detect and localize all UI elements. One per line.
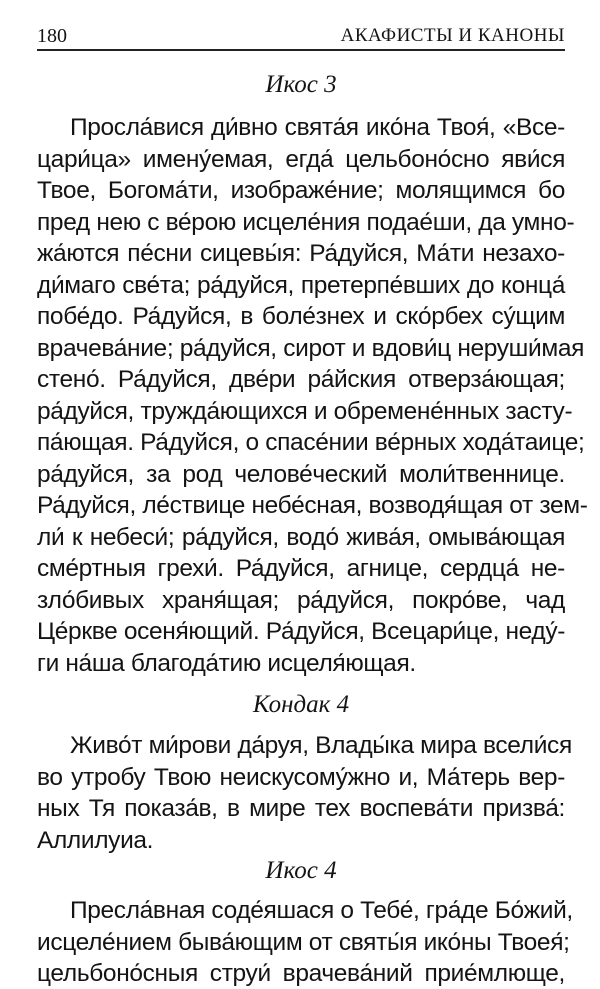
heading-ikos-3: Икос 3 (265, 71, 337, 98)
running-head (37, 24, 565, 48)
text-line: ли́ к небеси́; ра́дуйся, водо́ жива́я, омыва́ющая (37, 523, 565, 551)
text-line: ди́маго све́та; ра́дуйся, претерпе́вших до конца́ (37, 271, 565, 299)
text-line: ра́дуйся, за род челове́ческий моли́твеннице. (37, 460, 565, 488)
text-line: Твое, Богома́ти, изображе́ние; молящимся бо (37, 177, 565, 204)
text-line: стено́. Ра́дуйся, две́ри ра́йския отверза́ющая; (37, 366, 565, 393)
text-line: Живо́т ми́рови да́руя, Влады́ка мира всели́ся (70, 732, 572, 759)
text-line: ных Тя показа́в, в мире тех воспева́ти призва́: (37, 795, 565, 822)
header-rule (37, 49, 565, 51)
text-line: цельбоно́сныя струи́ врачева́ний прие́млюще, (37, 960, 565, 987)
text-line: ра́дуйся, тружда́ющихся и обремене́нных засту- (37, 397, 573, 425)
text-line: Пресла́вная соде́яшася о Тебе́, гра́де Бо́жий, (70, 897, 573, 924)
text-line: зло́бивых храня́щая; ра́дуйся, покро́ве, чад (37, 586, 565, 614)
text-line: Просла́вися ди́вно свята́я ико́на Твоя́, «Все- (70, 114, 565, 141)
heading-ikos-4: Икос 4 (265, 857, 337, 884)
text-line: Це́ркве осеня́ющий. Ра́дуйся, Всецари́це, неду́- (37, 618, 566, 645)
heading-kondak-4: Кондак 4 (252, 691, 350, 718)
text-line: исцеле́нием быва́ющим от святы́я ико́ны Твоея́; (37, 928, 570, 956)
text-line: ги на́ша благода́тию исцеля́ющая. (37, 649, 416, 677)
text-line: сме́ртныя грехи́. Ра́дуйся, агнице, сердца́ не- (37, 555, 565, 582)
text-line: побе́до. Ра́дуйся, в боле́знех и ско́рбех су́щим (37, 303, 565, 330)
text-line: Аллилуиа. (37, 826, 154, 854)
running-section-title: АКАФИСТЫ И КАНОНЫ (340, 25, 565, 46)
text-line: па́ющая. Ра́дуйся, о спасе́нии ве́рных хода́таице; (37, 429, 585, 456)
text-line: Ра́дуйся, ле́ствице небе́сная, возводя́щая от зем- (37, 492, 588, 519)
text-line: пред нею с ве́рою исцеле́ния подае́ши, да умно- (37, 208, 575, 236)
page-number: 180 (37, 25, 67, 47)
text-line: во утробу Твою неискусому́жно и, Ма́терь вер- (37, 763, 565, 791)
text-line: врачева́ние; ра́дуйся, сирот и вдови́ц неруши́мая (37, 334, 585, 362)
text-line: цари́ца» имену́емая, егда́ цельбоно́сно яви́ся (37, 145, 565, 173)
text-line: жа́ются пе́сни сицевы́я: Ра́дуйся, Ма́ти незахо- (37, 240, 565, 267)
